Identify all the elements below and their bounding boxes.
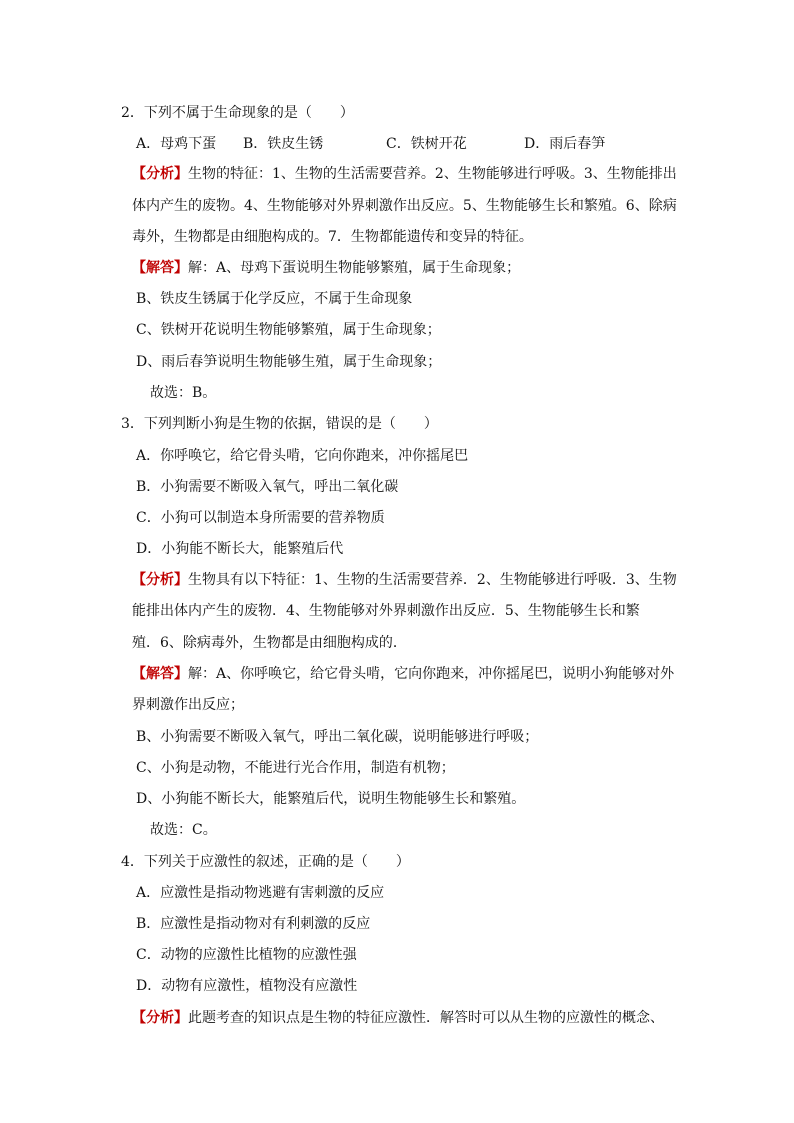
q2-stem: 2．下列不属于生命现象的是（ ） <box>121 105 354 121</box>
analysis-tag: 【分析】 <box>132 1010 188 1026</box>
q3-answer-line-2: 界刺激作出反应； <box>132 697 244 713</box>
q2-option-c: C．铁树开花 <box>386 136 467 152</box>
q2-analysis-line-1: 【分析】生物的特征：1、生物的生活需要营养。2、生物能够进行呼吸。3、生物能排出 <box>132 166 677 182</box>
q4-option-a: A．应激性是指动物逃避有害刺激的反应 <box>136 885 385 901</box>
q2-option-d: D．雨后春笋 <box>524 136 606 152</box>
q2-answer-line-5: 故选：B。 <box>150 385 217 401</box>
q4-option-d: D．动物有应激性，植物没有应激性 <box>136 978 358 994</box>
q3-answer-line-4: C、小狗是动物，不能进行光合作用，制造有机物； <box>136 760 455 776</box>
q3-analysis-line-2: 能排出体内产生的废物．4、生物能够对外界刺激作出反应．5、生物能够生长和繁 <box>132 603 640 619</box>
q2-answer-line-4: D、雨后春笋说明生物能够生殖，属于生命现象； <box>136 354 442 370</box>
analysis-tag: 【分析】 <box>132 166 188 182</box>
q3-option-a: A．你呼唤它，给它骨头啃，它向你跑来，冲你摇尾巴 <box>136 448 469 464</box>
q2-answer-line-2: B、铁皮生锈属于化学反应，不属于生命现象 <box>136 291 413 307</box>
q4-option-b: B．应激性是指动物对有利刺激的反应 <box>136 916 371 932</box>
q3-option-d: D．小狗能不断长大，能繁殖后代 <box>136 541 344 557</box>
q2-analysis-line-2: 体内产生的废物。4、生物能够对外界刺激作出反应。5、生物能够生长和繁殖。6、除病 <box>132 198 677 214</box>
q3-option-c: C．小狗可以制造本身所需要的营养物质 <box>136 510 385 526</box>
q4-analysis-line-1: 【分析】此题考查的知识点是生物的特征应激性．解答时可以从生物的应激性的概念、 <box>132 1010 664 1026</box>
q3-answer-line-1: 【解答】解：A、你呼唤它，给它骨头啃，它向你跑来，冲你摇尾巴，说明小狗能够对外 <box>132 666 675 682</box>
q2-answer-line-3: C、铁树开花说明生物能够繁殖，属于生命现象； <box>136 322 441 338</box>
q3-analysis-line-3: 殖．6、除病毒外，生物都是由细胞构成的． <box>132 635 407 651</box>
q3-analysis-line-1: 【分析】生物具有以下特征：1、生物的生活需要营养．2、生物能够进行呼吸．3、生物 <box>132 572 677 588</box>
q2-option-a: A．母鸡下蛋 <box>136 136 217 152</box>
q2-options <box>136 134 605 154</box>
q3-option-b: B．小狗需要不断吸入氧气，呼出二氧化碳 <box>136 479 399 495</box>
q4-stem: 4．下列关于应激性的叙述，正确的是（ ） <box>121 854 410 870</box>
answer-tag: 【解答】 <box>132 666 188 682</box>
q2-option-b: B．铁皮生锈 <box>243 136 324 152</box>
q2-analysis-line-3: 毒外，生物都是由细胞构成的。7．生物都能遗传和变异的特征。 <box>132 229 533 245</box>
q3-answer-line-6: 故选：C。 <box>150 822 217 838</box>
analysis-tag: 【分析】 <box>132 572 188 588</box>
q3-answer-line-3: B、小狗需要不断吸入氧气，呼出二氧化碳，说明能够进行呼吸； <box>136 729 539 745</box>
q2-answer-line-1: 【解答】解：A、母鸡下蛋说明生物能够繁殖，属于生命现象； <box>132 260 521 276</box>
q3-stem: 3．下列判断小狗是生物的依据，错误的是（ ） <box>121 416 438 432</box>
q4-option-c: C．动物的应激性比植物的应激性强 <box>136 947 357 963</box>
answer-tag: 【解答】 <box>132 260 188 276</box>
q3-answer-line-5: D、小狗能不断长大，能繁殖后代，说明生物能够生长和繁殖。 <box>136 791 526 807</box>
